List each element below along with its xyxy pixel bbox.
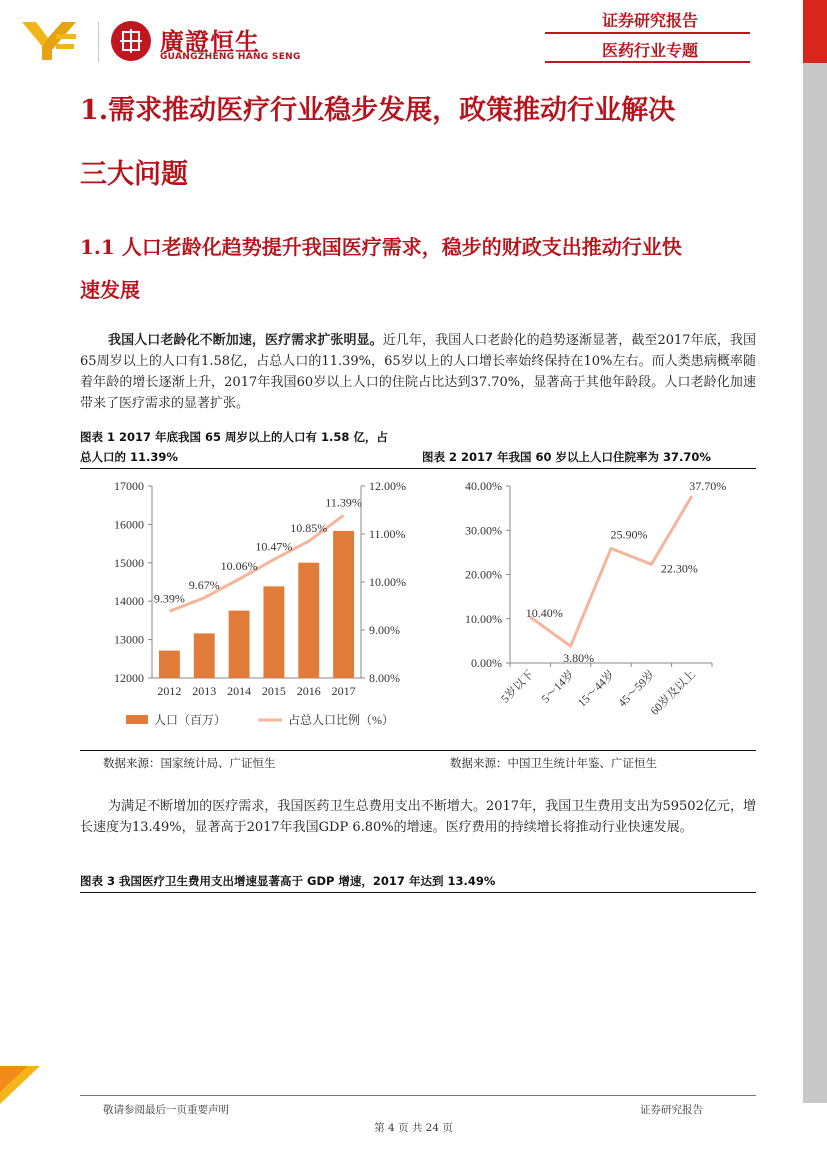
legend-swatch-bar	[126, 715, 148, 724]
x-tick-label: 2017	[331, 684, 356, 698]
figure2-source: 数据来源：中国卫生统计年鉴、广证恒生	[450, 756, 657, 770]
y-tick-label-right: 12.00%	[369, 479, 406, 493]
y-tick-label-left: 16000	[114, 517, 144, 532]
y-tick-label-left: 15000	[114, 555, 144, 570]
chart1-data-labels	[154, 495, 362, 605]
footer-report-type: 证券研究报告	[640, 1104, 703, 1116]
header-divider	[545, 32, 750, 34]
y-tick-label-right: 11.00%	[369, 527, 406, 541]
footer-disclaimer: 敬请参阅最后一页重要声明	[103, 1104, 229, 1116]
y-tick-label: 40.00%	[465, 479, 502, 493]
y-tick-label-left: 12000	[114, 671, 144, 685]
chart1-axes	[114, 479, 406, 698]
report-type: 证券研究报告	[601, 11, 698, 30]
x-tick-label: 2015	[261, 684, 286, 698]
footer-rule	[80, 1095, 756, 1096]
x-tick-label: 2013	[192, 684, 217, 698]
legend-label-line: 占总人口比例（%）	[288, 713, 394, 727]
corner-triangle-icon	[0, 1066, 40, 1104]
x-tick-label: 15～44岁	[576, 668, 618, 710]
figure-bottom-rule	[80, 750, 756, 751]
report-subtype: 医药行业专题	[601, 41, 698, 60]
logo-text-en: GUANGZHENG HANG SENG	[160, 52, 301, 62]
figure1-title-line1: 图表 1 2017 年底我国 65 周岁以上的人口有 1.58 亿，占	[80, 430, 388, 444]
figure3-rule	[80, 892, 756, 893]
data-label: 9.67%	[188, 577, 220, 592]
figure3-title: 图表 3 我国医疗卫生费用支出增速显著高于 GDP 增速，2017 年达到 13.49%	[80, 874, 496, 888]
x-tick-label: 5～14岁	[539, 668, 577, 706]
x-tick-label: 60岁及以上	[648, 668, 698, 718]
bar	[229, 611, 250, 678]
header-divider	[545, 61, 750, 63]
bar	[298, 563, 319, 678]
data-label: 22.30%	[660, 561, 698, 576]
data-label: 10.47%	[255, 539, 293, 554]
legend-label-bar: 人口（百万）	[154, 713, 227, 727]
x-tick-label: 45～59岁	[616, 668, 658, 710]
paragraph-body: 近几年，我国人口老龄化的趋势逐渐显著，截至2017年底，我国65周岁以上的人口有1.58亿，占总人口的11.39%，65岁以上的人口增长率始终保持在10%左右。而人类患病概率随着年龄的增长逐渐上升，2017年我国60岁以上人口的住院占比达到37.70%，显著高于其他年龄段。人口老龄化加速带来了医疗需求的显著扩张。	[80, 333, 756, 411]
subsection-title-line2: 速发展	[80, 278, 140, 302]
y-tick-label-right: 10.00%	[369, 575, 406, 589]
side-accent-red	[803, 0, 827, 63]
paragraph-expenditure: 为满足不断增加的医疗需求，我国医药卫生总费用支出不断增大。2017年，我国卫生费用支出为59502亿元，增长速度为13.49%，显著高于2017年我国GDP 6.80%的增速。医疗费用的持续增长将推动行业快速发展。	[80, 799, 756, 835]
figure1-source: 数据来源：国家统计局、广证恒生	[103, 756, 276, 770]
data-label: 11.39%	[325, 495, 362, 510]
section-title-line1: 1.需求推动医疗行业稳步发展，政策推动行业解决	[80, 95, 676, 126]
side-accent-gray	[803, 63, 827, 1103]
x-tick-label: 2016	[296, 684, 321, 698]
bar	[194, 633, 215, 678]
x-tick-label: 2014	[227, 684, 252, 698]
y-tick-label-right: 9.00%	[369, 623, 400, 637]
y-tick-label: 0.00%	[471, 656, 502, 670]
y-tick-label: 30.00%	[465, 523, 502, 538]
figure-top-rule	[80, 468, 756, 469]
x-tick-label: 5岁以下	[499, 668, 537, 706]
data-label: 25.90%	[610, 527, 648, 542]
bar	[333, 531, 354, 678]
seal-logo-icon	[110, 20, 152, 62]
y-tick-label: 10.00%	[465, 611, 502, 626]
paragraph-aging	[80, 330, 756, 414]
figure1-title-line2: 总人口的 11.39%	[80, 450, 178, 464]
data-label: 37.70%	[689, 479, 727, 494]
data-label: 10.85%	[290, 521, 328, 536]
chart-hospitalization-rate	[422, 472, 756, 744]
figure1-title	[80, 427, 420, 467]
bar	[159, 651, 180, 678]
chart2-axes	[465, 479, 712, 718]
y-tick-label-right: 8.00%	[369, 671, 400, 685]
data-label: 10.06%	[220, 559, 258, 574]
y-tick-label-left: 13000	[114, 632, 144, 647]
section-title-line2: 三大问题	[80, 159, 188, 190]
figure2-title: 图表 2 2017 年我国 60 岁以上人口住院率为 37.70%	[422, 450, 711, 464]
paragraph-lead: 我国人口老龄化不断加速，医疗需求扩张明显。	[108, 333, 383, 348]
y-tick-label-left: 14000	[114, 594, 144, 609]
page-number: 第 4 页 共 24 页	[374, 1122, 453, 1134]
logo-text-cn: 廣證恒生	[160, 28, 260, 56]
chart-population-aging	[80, 472, 420, 744]
yfang-logo-icon	[22, 20, 78, 62]
x-tick-label: 2012	[157, 684, 182, 698]
data-label: 3.80%	[563, 651, 595, 666]
bar	[263, 586, 284, 678]
data-label: 10.40%	[525, 605, 563, 620]
y-tick-label: 20.00%	[465, 567, 502, 582]
y-tick-label-left: 17000	[114, 479, 144, 493]
data-label: 9.39%	[153, 591, 185, 606]
subsection-title-line1: 1.1 人口老龄化趋势提升我国医疗需求，稳步的财政支出推动行业快	[80, 235, 682, 259]
chart1-legend	[126, 712, 394, 727]
logo-separator	[98, 22, 99, 62]
